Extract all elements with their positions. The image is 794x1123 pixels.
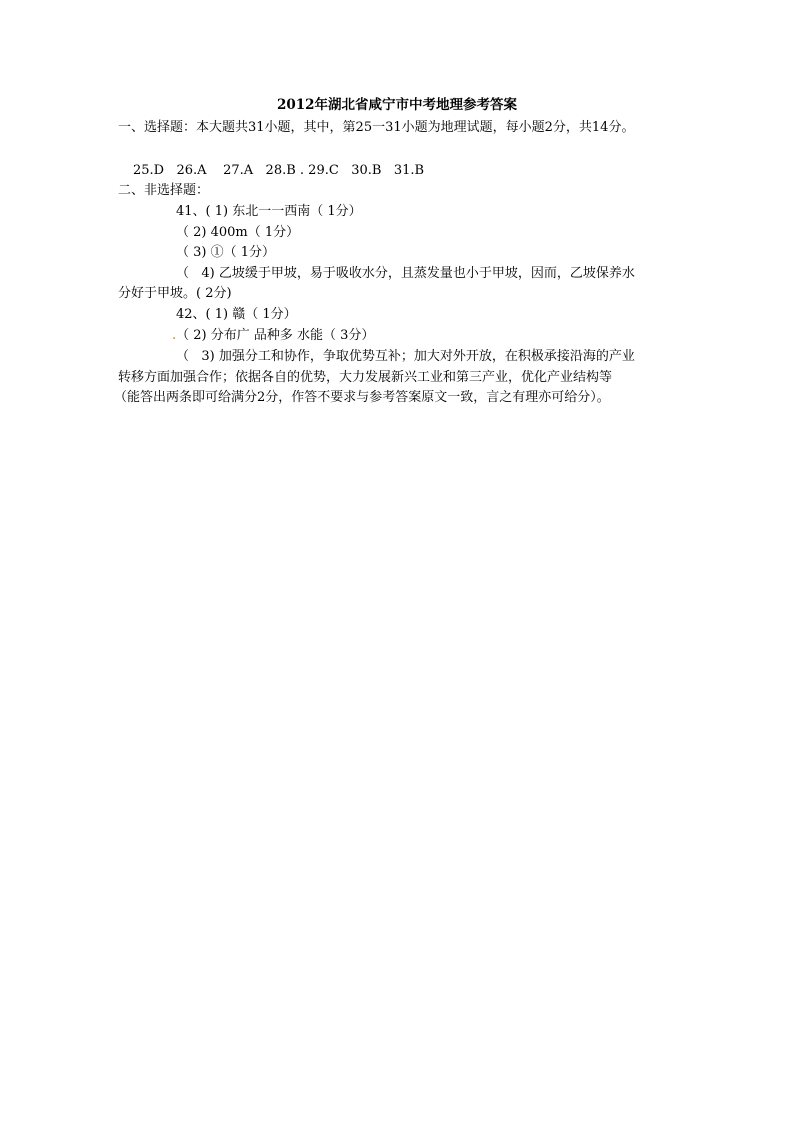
q41-answer-4-line2: 分好于甲坡。( 2分) [118, 286, 232, 301]
q42-answer-2-marker: . [172, 328, 177, 343]
q41-answer-3: （ 3) ①（ 1分） [176, 245, 276, 260]
q41-answer-2: （ 2) 400m（ 1分） [176, 225, 300, 240]
q42-answer-3-line3: （能答出两条即可给满分2分，作答不要求与参考答案原文一致，言之有理亦可给分）。 [114, 390, 610, 405]
q42-answer-2: （ 2) 分布广 品种多 水能（ 3分） [176, 328, 375, 343]
section2-heading: 二、非选择题： [118, 183, 210, 198]
document-title: 2012年湖北省咸宁市中考地理参考答案 [276, 97, 518, 113]
q41-answer-1: 41、( 1) 东北一一西南（ 1分） [176, 204, 362, 219]
q41-answer-4-line1: （ 4) 乙坡缓于甲坡，易于吸收水分，且蒸发量也小于甲坡，因而，乙坡保养水 [176, 266, 635, 281]
multiple-choice-answers: 25.D 26.A 27.A 28.B . 29.C 30.B 31.B [133, 163, 425, 178]
q42-answer-2-row [172, 328, 374, 344]
q42-answer-1: 42、( 1) 赣（ 1分） [176, 307, 297, 322]
q42-answer-3-line2: 转移方面加强合作；依据各自的优势，大力发展新兴工业和第三产业，优化产业结构等 [118, 370, 613, 385]
section1-heading: 一、选择题：本大题共31小题，其中，第25一31小题为地理试题，每小题2分，共14分。 [118, 120, 635, 135]
q42-answer-3-line1: （ 3) 加强分工和协作，争取优势互补；加大对外开放，在积极承接沿海的产业 [176, 349, 635, 364]
